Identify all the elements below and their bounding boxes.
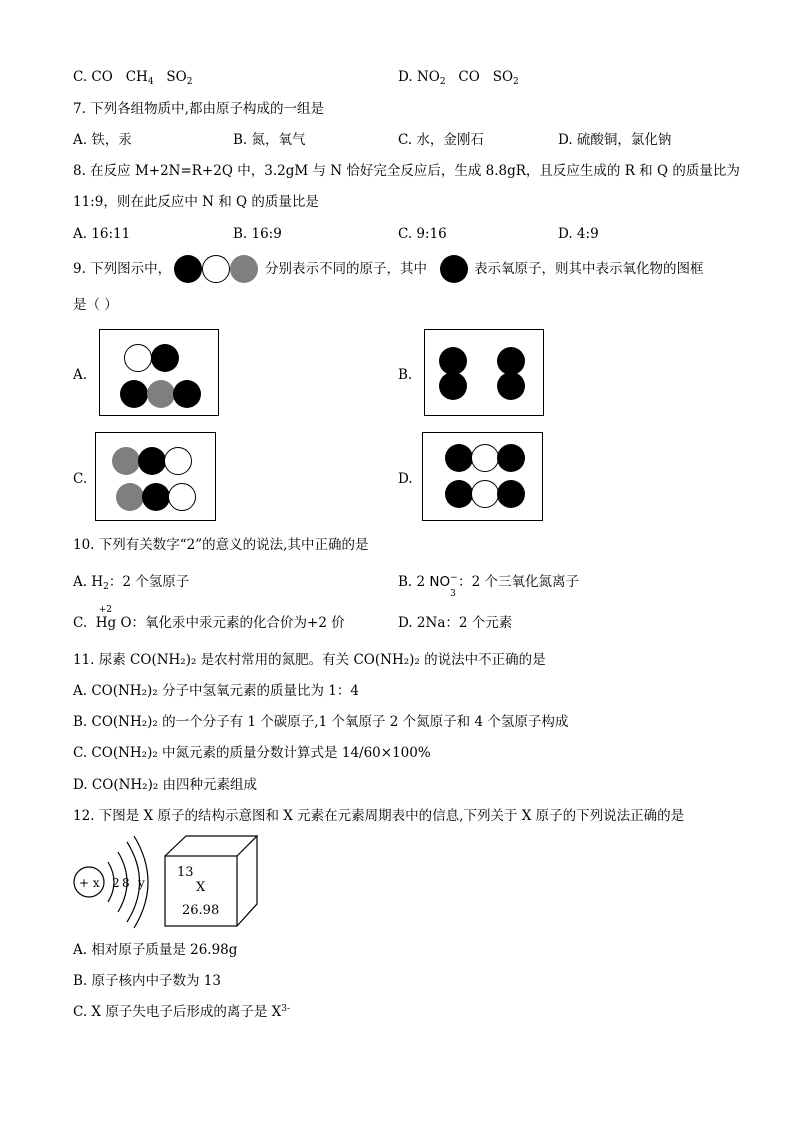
q11-stem: 11. 尿素 CO(NH₂)₂ 是农村常用的氮肥。有关 CO(NH₂)₂ 的说法中不正确的是	[73, 652, 546, 668]
oxygen-atom-icon	[440, 255, 468, 283]
q7-option-c: C. 水，金刚石	[398, 132, 484, 148]
black-atom-icon	[142, 483, 170, 511]
black-atom-icon	[120, 380, 148, 408]
gray-atom-icon	[116, 483, 144, 511]
white-atom-icon	[164, 447, 192, 475]
black-atom-icon	[439, 347, 467, 375]
white-atom-icon	[471, 444, 499, 472]
q9-stem-prefix: 9. 下列图示中，	[73, 261, 172, 277]
shell-electrons-1: 2	[112, 876, 120, 890]
q7-option-d: D. 硫酸铜，氯化钠	[558, 132, 672, 148]
q10-option-a: A. $H_2$：2 个氢原子	[73, 574, 190, 592]
atomic-number: 13	[177, 865, 194, 880]
q9-figure-a	[99, 329, 219, 416]
legend-black-atom-icon	[174, 255, 202, 283]
shell-electrons-2: 8	[122, 876, 130, 890]
q9-label-a: A.	[73, 367, 88, 383]
q9-label-c: C.	[73, 471, 88, 487]
q11-option-a: A. CO(NH₂)₂ 分子中氢氧元素的质量比为 1：4	[73, 683, 359, 699]
q9-label-d: D.	[398, 471, 413, 487]
legend-gray-atom-icon	[230, 255, 258, 283]
black-atom-icon	[445, 444, 473, 472]
legend-white-atom-icon	[202, 255, 230, 283]
q9-stem-mid: 分别表示不同的原子，其中	[265, 261, 427, 277]
black-atom-icon	[151, 344, 179, 372]
q9-stem-line2: 是（ ）	[73, 297, 118, 313]
q6-option-d: D. $NO_2$ CO $SO_2$	[398, 69, 519, 87]
gray-atom-icon	[147, 380, 175, 408]
q7-stem: 7. 下列各组物质中,都由原子构成的一组是	[73, 101, 324, 117]
black-atom-icon	[497, 347, 525, 375]
black-atom-icon	[138, 447, 166, 475]
q11-option-d: D. CO(NH₂)₂ 由四种元素组成	[73, 777, 258, 793]
q12-option-a: A. 相对原子质量是 26.98g	[73, 942, 238, 958]
q9-stem-suffix: 表示氧原子，则其中表示氧化物的图框	[474, 261, 704, 277]
nucleus-charge: + x	[79, 876, 100, 890]
q9-figure-d	[422, 432, 543, 521]
q10-stem: 10. 下列有关数字“2”的意义的说法,其中正确的是	[73, 537, 369, 553]
q10-option-b: B. 2 NO − 3 ：2 个三氧化氮离子	[398, 573, 580, 599]
q7-option-a: A. 铁，汞	[73, 132, 132, 148]
q12-option-c: C. X 原子失电子后形成的离子是 $X^{3-}$	[73, 1004, 291, 1020]
q8-option-b: B. 16:9	[233, 226, 282, 242]
element-symbol: X	[196, 880, 206, 895]
q9-label-b: B.	[398, 367, 413, 383]
gray-atom-icon	[112, 447, 140, 475]
black-atom-icon	[497, 372, 525, 400]
black-atom-icon	[497, 480, 525, 508]
q9-figure-c	[95, 432, 216, 521]
q10-option-d: D. 2Na：2 个元素	[398, 615, 513, 631]
white-atom-icon	[124, 344, 152, 372]
q8-option-d: D. 4:9	[558, 226, 599, 242]
atomic-mass: 26.98	[182, 903, 220, 918]
q10-option-c: C. +2 Hg O：氧化汞中汞元素的化合价为+2 价	[73, 605, 345, 631]
q6-option-c: C. CO $CH_4$ $SO_2$	[73, 69, 193, 87]
q12-stem: 12. 下图是 X 原子的结构示意图和 X 元素在元素周期表中的信息,下列关于 X 原子的下列说法正确的是	[73, 808, 685, 824]
q12-option-b: B. 原子核内中子数为 13	[73, 973, 221, 989]
black-atom-icon	[173, 380, 201, 408]
q11-option-c: C. CO(NH₂)₂ 中氮元素的质量分数计算式是 14/60×100%	[73, 745, 431, 761]
q8-stem-line1: 8. 在反应 M+2N=R+2Q 中，3.2gM 与 N 恰好完全反应后，生成 8.8gR，且反应生成的 R 和 Q 的质量比为	[73, 163, 740, 179]
white-atom-icon	[168, 483, 196, 511]
q8-option-c: C. 9:16	[398, 226, 447, 242]
black-atom-icon	[497, 444, 525, 472]
q8-option-a: A. 16:11	[73, 226, 131, 242]
black-atom-icon	[439, 372, 467, 400]
q7-option-b: B. 氮，氧气	[233, 132, 306, 148]
q11-option-b: B. CO(NH₂)₂ 的一个分子有 1 个碳原子,1 个氧原子 2 个氮原子和 4 个氢原子构成	[73, 714, 569, 730]
black-atom-icon	[445, 480, 473, 508]
q9-figure-b	[424, 329, 544, 416]
shell-electrons-3: y	[138, 876, 145, 890]
q8-stem-line2: 11:9，则在此反应中 N 和 Q 的质量比是	[73, 194, 319, 210]
white-atom-icon	[471, 480, 499, 508]
